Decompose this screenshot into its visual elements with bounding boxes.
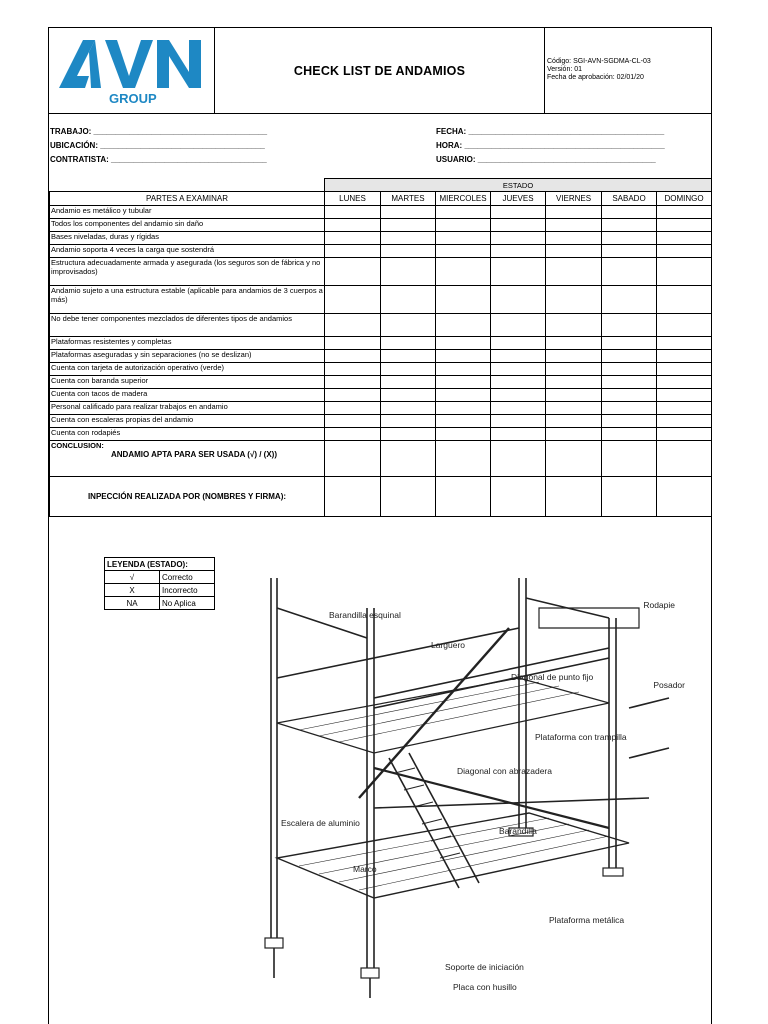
scaffold-frame (265, 578, 669, 998)
status-cell[interactable] (602, 337, 657, 350)
status-cell[interactable] (491, 428, 546, 441)
conclusion-text: ANDAMIO APTA PARA SER USADA (√) / (X)) (111, 450, 278, 459)
label-plataforma-metalica: Plataforma metálica (549, 915, 625, 925)
table-row (50, 350, 712, 363)
status-cell[interactable] (436, 441, 491, 477)
status-cell[interactable] (325, 206, 381, 219)
label-plataforma-trampilla: Plataforma con trampilla (535, 732, 627, 742)
status-cell[interactable] (325, 376, 381, 389)
status-cell[interactable] (602, 245, 657, 258)
hora-field[interactable]: HORA: _____________________________________________ (436, 141, 665, 150)
status-cell[interactable] (381, 232, 436, 245)
conclusion-label: CONCLUSION: (51, 441, 104, 450)
check-item-label: Andamio soporta 4 veces la carga que sostendrá (50, 245, 325, 258)
scaffold-diagram (209, 568, 685, 1008)
status-cell[interactable] (325, 286, 381, 314)
status-cell[interactable] (602, 286, 657, 314)
status-cell[interactable] (491, 402, 546, 415)
status-cell[interactable] (381, 389, 436, 402)
document-code: Código: SGI-AVN-SGDMA-CL-03 (547, 58, 651, 65)
day-header: DOMINGO (657, 192, 712, 206)
status-cell[interactable] (546, 245, 602, 258)
table-row (50, 363, 712, 376)
status-cell[interactable] (657, 337, 712, 350)
status-cell[interactable] (546, 441, 602, 477)
status-cell[interactable] (436, 363, 491, 376)
check-item-label: Todos los componentes del andamio sin daño (50, 219, 325, 232)
check-item-label: Andamio es metálico y tubular (50, 206, 325, 219)
status-cell[interactable] (657, 402, 712, 415)
status-cell[interactable] (546, 389, 602, 402)
signature-cell[interactable] (602, 477, 657, 517)
document-header (49, 28, 711, 114)
status-cell[interactable] (325, 337, 381, 350)
status-cell[interactable] (546, 232, 602, 245)
status-cell[interactable] (657, 376, 712, 389)
status-cell[interactable] (602, 314, 657, 337)
status-cell[interactable] (546, 286, 602, 314)
status-cell[interactable] (436, 219, 491, 232)
status-cell[interactable] (546, 219, 602, 232)
status-cell[interactable] (546, 415, 602, 428)
day-header: VIERNES (546, 192, 602, 206)
inspection-row (50, 477, 712, 517)
status-cell[interactable] (491, 314, 546, 337)
status-cell[interactable] (657, 363, 712, 376)
status-cell[interactable] (325, 245, 381, 258)
signature-cell[interactable] (491, 477, 546, 517)
table-row (50, 337, 712, 350)
status-cell[interactable] (491, 245, 546, 258)
contratista-field[interactable]: CONTRATISTA: ___________________________________ (50, 155, 267, 164)
status-cell[interactable] (436, 376, 491, 389)
avn-logo-icon (49, 28, 215, 114)
status-cell[interactable] (602, 402, 657, 415)
usuario-field[interactable]: USUARIO: ________________________________________ (436, 155, 656, 164)
status-cell[interactable] (602, 206, 657, 219)
status-cell[interactable] (436, 245, 491, 258)
legend-symbol: NA (105, 597, 160, 610)
label-rodapie: Rodapie (643, 600, 675, 610)
status-cell[interactable] (325, 389, 381, 402)
status-cell[interactable] (491, 219, 546, 232)
legend-meaning: Incorrecto (160, 584, 215, 597)
label-barandilla: Barandilla (499, 826, 537, 836)
check-item-label: Estructura adecuadamente armada y asegurada (los seguros son de fábrica y no improvisados) (50, 258, 325, 286)
status-cell[interactable] (325, 219, 381, 232)
signature-cell[interactable] (436, 477, 491, 517)
label-diagonal-abrazadera: Diagonal con abrazadera (457, 766, 552, 776)
check-item-label: Cuenta con tacos de madera (50, 389, 325, 402)
status-cell[interactable] (491, 232, 546, 245)
status-cell[interactable] (381, 286, 436, 314)
legend-symbol: √ (105, 571, 160, 584)
status-cell[interactable] (546, 350, 602, 363)
table-row (50, 376, 712, 389)
status-cell[interactable] (381, 258, 436, 286)
conclusion-row (50, 441, 712, 477)
signature-cell[interactable] (381, 477, 436, 517)
check-item-label: Cuenta con escaleras propias del andamio (50, 415, 325, 428)
label-soporte-iniciacion: Soporte de iniciación (445, 962, 524, 972)
status-cell[interactable] (602, 219, 657, 232)
label-marco: Marco (353, 864, 377, 874)
status-cell[interactable] (381, 441, 436, 477)
status-cell[interactable] (436, 258, 491, 286)
status-cell[interactable] (436, 337, 491, 350)
status-cell[interactable] (436, 402, 491, 415)
table-row (50, 206, 712, 219)
checklist-sheet (48, 27, 712, 1024)
status-cell[interactable] (325, 415, 381, 428)
status-cell[interactable] (491, 258, 546, 286)
status-cell[interactable] (602, 415, 657, 428)
status-cell[interactable] (436, 350, 491, 363)
legend-meaning: Correcto (160, 571, 215, 584)
signature-cell[interactable] (546, 477, 602, 517)
status-cell[interactable] (657, 428, 712, 441)
work-info (49, 114, 711, 178)
status-cell[interactable] (491, 337, 546, 350)
status-cell[interactable] (325, 363, 381, 376)
table-row (50, 428, 712, 441)
status-cell[interactable] (602, 441, 657, 477)
legend-table (104, 557, 215, 610)
status-cell[interactable] (657, 286, 712, 314)
status-cell[interactable] (657, 232, 712, 245)
status-cell[interactable] (436, 232, 491, 245)
trabajo-field[interactable]: TRABAJO: _______________________________________ (50, 127, 268, 136)
status-cell[interactable] (381, 350, 436, 363)
checklist-table (49, 178, 712, 517)
day-header: LUNES (325, 192, 381, 206)
status-cell[interactable] (325, 314, 381, 337)
check-item-label: No debe tener componentes mezclados de diferentes tipos de andamios (50, 314, 325, 337)
table-row (50, 389, 712, 402)
status-cell[interactable] (491, 286, 546, 314)
status-cell[interactable] (657, 245, 712, 258)
status-cell[interactable] (491, 350, 546, 363)
table-row (50, 402, 712, 415)
legend-meaning: No Aplica (160, 597, 215, 610)
status-cell[interactable] (325, 402, 381, 415)
table-row (50, 314, 712, 337)
label-placa-husillo: Placa con husillo (453, 982, 517, 992)
fecha-field[interactable]: FECHA: ____________________________________________ (436, 127, 665, 136)
status-cell[interactable] (546, 428, 602, 441)
status-cell[interactable] (657, 258, 712, 286)
status-cell[interactable] (602, 350, 657, 363)
inspection-label: INPECCIÓN REALIZADA POR (NOMBRES Y FIRMA): (50, 477, 325, 517)
status-cell[interactable] (657, 389, 712, 402)
status-cell[interactable] (436, 415, 491, 428)
status-cell[interactable] (381, 245, 436, 258)
table-row (50, 232, 712, 245)
check-item-label: Cuenta con tarjeta de autorización operativo (verde) (50, 363, 325, 376)
status-cell[interactable] (436, 286, 491, 314)
status-cell[interactable] (436, 389, 491, 402)
label-barandilla-esquinal: Barandilla esquinal (329, 610, 401, 620)
status-cell[interactable] (325, 350, 381, 363)
status-cell[interactable] (381, 337, 436, 350)
status-cell[interactable] (657, 219, 712, 232)
status-cell[interactable] (546, 376, 602, 389)
status-cell[interactable] (381, 402, 436, 415)
signature-cell[interactable] (325, 477, 381, 517)
status-cell[interactable] (381, 415, 436, 428)
partes-header: PARTES A EXAMINAR (50, 192, 325, 206)
day-header: MIERCOLES (436, 192, 491, 206)
approval-date: Fecha de aprobación: 02/01/20 (547, 74, 644, 81)
check-item-label: Plataformas resistentes y completas (50, 337, 325, 350)
status-cell[interactable] (381, 428, 436, 441)
document-title: CHECK LIST DE ANDAMIOS (215, 28, 545, 114)
status-cell[interactable] (657, 350, 712, 363)
status-cell[interactable] (491, 415, 546, 428)
check-item-label: Plataformas aseguradas y sin separaciones (no se deslizan) (50, 350, 325, 363)
status-cell[interactable] (491, 389, 546, 402)
logo-subtitle: GROUP (109, 91, 157, 106)
status-cell[interactable] (546, 363, 602, 376)
day-header: JUEVES (491, 192, 546, 206)
check-item-label: Bases niveladas, duras y rígidas (50, 232, 325, 245)
status-cell[interactable] (325, 441, 381, 477)
status-cell[interactable] (602, 363, 657, 376)
status-cell[interactable] (325, 428, 381, 441)
status-cell[interactable] (381, 219, 436, 232)
status-cell[interactable] (546, 314, 602, 337)
check-item-label: Andamio sujeto a una estructura estable (aplicable para andamios de 3 cuerpos a más) (50, 286, 325, 314)
label-larguero: Larguero (431, 640, 466, 650)
status-cell[interactable] (602, 258, 657, 286)
check-item-label: Personal calificado para realizar trabajos en andamio (50, 402, 325, 415)
status-cell[interactable] (491, 441, 546, 477)
day-header: SABADO (602, 192, 657, 206)
status-cell[interactable] (546, 206, 602, 219)
status-cell[interactable] (602, 376, 657, 389)
status-cell[interactable] (436, 428, 491, 441)
label-escalera: Escalera de aluminio (281, 818, 360, 828)
day-header: MARTES (381, 192, 436, 206)
status-cell[interactable] (381, 363, 436, 376)
status-cell[interactable] (491, 376, 546, 389)
signature-cell[interactable] (657, 477, 712, 517)
conclusion-cell (50, 441, 325, 477)
document-version: Versión: 01 (547, 66, 583, 73)
status-cell[interactable] (381, 206, 436, 219)
estado-header: ESTADO (325, 179, 712, 192)
status-cell[interactable] (491, 363, 546, 376)
status-cell[interactable] (491, 206, 546, 219)
status-cell[interactable] (546, 258, 602, 286)
status-cell[interactable] (325, 232, 381, 245)
status-cell[interactable] (436, 314, 491, 337)
status-cell[interactable] (657, 441, 712, 477)
status-cell[interactable] (602, 428, 657, 441)
status-cell[interactable] (546, 337, 602, 350)
status-cell[interactable] (546, 402, 602, 415)
status-cell[interactable] (602, 232, 657, 245)
check-item-label: Cuenta con baranda superior (50, 376, 325, 389)
status-cell[interactable] (657, 206, 712, 219)
table-row (50, 219, 712, 232)
status-cell[interactable] (657, 415, 712, 428)
check-item-label: Cuenta con rodapiés (50, 428, 325, 441)
legend-symbol: X (105, 584, 160, 597)
legend-title: LEYENDA (ESTADO): (105, 558, 215, 571)
document-meta (547, 58, 651, 82)
status-cell[interactable] (325, 258, 381, 286)
label-diagonal-punto-fijo: Diagonal de punto fijo (511, 672, 594, 682)
ubicacion-field[interactable]: UBICACIÓN: _____________________________________ (50, 141, 265, 150)
status-cell[interactable] (381, 376, 436, 389)
status-cell[interactable] (657, 314, 712, 337)
status-cell[interactable] (602, 389, 657, 402)
table-row (50, 286, 712, 314)
status-cell[interactable] (436, 206, 491, 219)
company-logo (49, 28, 215, 114)
label-posador: Posador (653, 680, 685, 690)
table-row (50, 415, 712, 428)
table-row (50, 258, 712, 286)
table-row (50, 245, 712, 258)
status-cell[interactable] (381, 314, 436, 337)
